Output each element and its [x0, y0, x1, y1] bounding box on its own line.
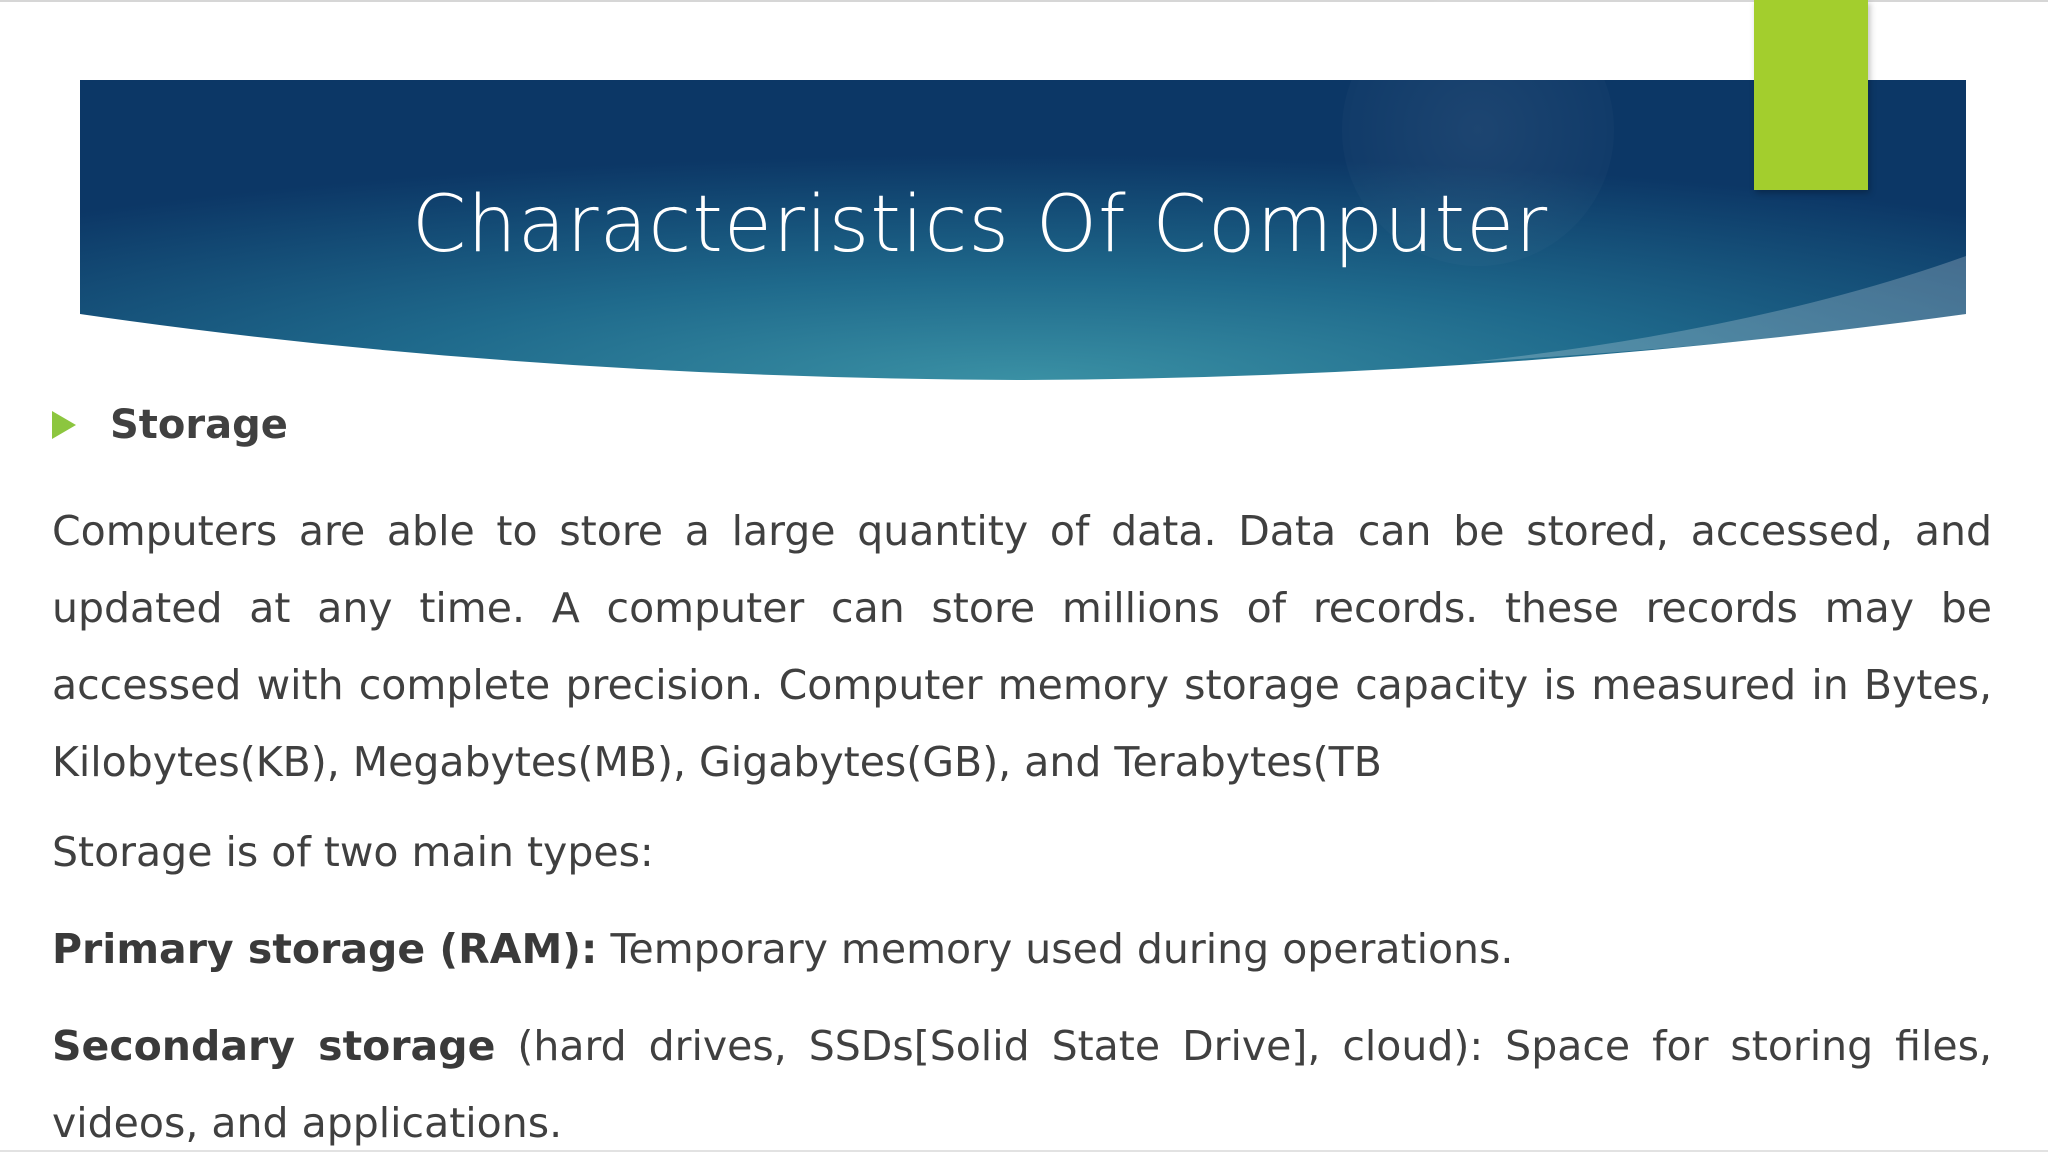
slide-title: Characteristics Of Computer — [411, 180, 1549, 270]
secondary-storage-label: Secondary storage — [52, 1022, 496, 1070]
secondary-storage-text: (hard drives, SSDs[Solid State Drive], cloud): Space for storing files, videos, and applications. — [52, 1022, 1992, 1147]
storage-types-intro: Storage is of two main types: — [52, 828, 654, 876]
bullet-label: Storage — [110, 402, 288, 448]
storage-description-paragraph: Computers are able to store a large quantity of data. Data can be stored, accessed, and updated at any time. A computer can store millions of records. these records may be accessed with complete precision. Computer memory storage capacity is measured in Bytes, Kilobytes(KB), Megabytes(MB), Gigabytes(GB), and Terabytes(TB — [52, 507, 1992, 786]
primary-storage-text: Temporary memory used during operations. — [597, 925, 1514, 973]
primary-storage-paragraph — [52, 911, 1992, 988]
secondary-storage-paragraph — [52, 1008, 1992, 1152]
triangle-bullet-icon — [52, 411, 76, 439]
bullet-item-storage — [52, 400, 288, 450]
primary-storage-label: Primary storage (RAM): — [52, 925, 598, 973]
green-accent-tab — [1754, 0, 1868, 190]
